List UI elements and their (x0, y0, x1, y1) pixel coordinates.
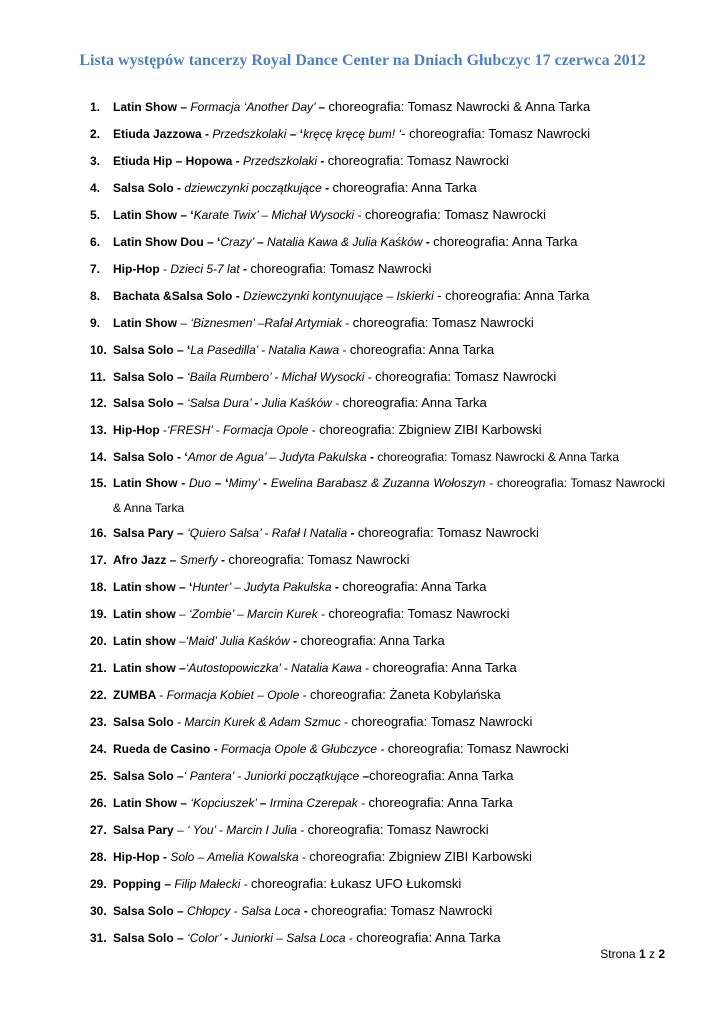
item-text-segment: choreografia: Anna Tarka (369, 767, 514, 783)
footer-prefix: Strona (600, 947, 639, 961)
item-text-segment: choreografia: Tomasz Nawrocki (228, 552, 410, 568)
item-text-segment: - (335, 396, 343, 411)
item-text-segment: - (370, 450, 378, 465)
item-text-segment: choreografia: Tomasz Nawrocki (352, 314, 534, 330)
item-text-segment: choreografia: Tomasz Nawrocki & Anna Tarka (113, 476, 666, 515)
list-item (0, 148, 725, 175)
item-number: 26. (90, 795, 107, 810)
item-text-segment: Latin show – (113, 661, 186, 676)
item-text-segment: - (243, 261, 251, 276)
list-item (0, 817, 725, 844)
list-item (0, 709, 725, 736)
item-text-segment: – (318, 100, 329, 114)
item-number: 28. (90, 849, 107, 864)
item-text-segment: Formacja Opole (223, 423, 312, 438)
list-item (0, 628, 725, 655)
item-text-segment: - (365, 661, 373, 676)
item-text-segment: Chłopcy (187, 903, 234, 918)
item-number: 20. (90, 634, 107, 649)
item-text-segment: Latin Show - (113, 476, 189, 491)
item-text-segment: – (259, 795, 270, 810)
item-text-segment: - (489, 476, 497, 491)
item-text-segment: - (325, 180, 333, 195)
item-text-segment: - (263, 476, 271, 491)
item-text-segment: Ewelina Barabasz & Zuzanna Wołoszyn (270, 476, 490, 491)
item-text-segment: - (320, 153, 328, 168)
item-text-segment: choreografia: Anna Tarka (342, 395, 487, 411)
item-number: 27. (90, 822, 107, 837)
footer-separator: z (645, 947, 659, 961)
list-item (0, 444, 725, 471)
item-text-segment: Latin show (113, 634, 179, 649)
item-text-segment: choreografia: Tomasz Nawrocki & Anna Tarka (377, 450, 620, 465)
item-text-segment: - Marcin Kurek & Adam Szmuc (177, 715, 344, 730)
item-text-segment: choreografia: Tomasz Nawrocki & Anna Tarka (328, 99, 591, 114)
list-item (0, 94, 725, 121)
item-text-segment: ‘Kopciuszek’ (190, 795, 260, 810)
item-text-segment: ‘Color’ (187, 930, 225, 945)
item-text-segment: Filip Małecki (174, 876, 244, 891)
item-text-segment: ZUMBA (113, 688, 160, 703)
item-text-segment: Rueda de Casino - (113, 741, 222, 756)
item-text-segment: Natalia Kawa & Julia Kaśków (267, 234, 426, 249)
item-text-segment: Hunter’ – Judyta Pakulska (192, 580, 335, 595)
list-item (0, 390, 725, 417)
list-item (0, 682, 725, 709)
item-text-segment: Salsa Pary – (113, 526, 188, 541)
list-item (0, 844, 725, 871)
item-text-segment: choreografia: Tomasz Nawrocki (351, 714, 533, 730)
item-text-segment: choreografia: Łukasz UFO Łukomski (251, 875, 462, 891)
item-text-segment: choreografia: Anna Tarka (342, 579, 487, 595)
item-text-segment: choreografia: Żaneta Kobylańska (309, 687, 501, 703)
item-text-segment: - (321, 607, 329, 622)
item-text-segment: - (345, 315, 353, 330)
footer-page-total: 2 (658, 947, 665, 961)
item-text-segment: Salsa Loca (241, 903, 304, 918)
item-text-segment: choreografia: Tomasz Nawrocki (364, 206, 546, 222)
item-text-segment: choreografia: Tomasz Nawrocki (375, 368, 557, 384)
item-text-segment: Salsa Solo – (113, 930, 188, 945)
item-text-segment: dziewczynki początkujące (184, 180, 326, 195)
item-text-segment: - (343, 715, 352, 730)
item-text-segment: - (303, 903, 312, 918)
item-text-segment: - (301, 849, 310, 864)
item-text-segment: Salsa Solo – (113, 768, 184, 783)
item-text-segment: Dziewczynki kontynuujące – Iskierki (243, 288, 438, 303)
item-number: 13. (90, 423, 107, 438)
item-number: 22. (90, 688, 107, 703)
item-text-segment: Etiuda Jazzowa - (113, 126, 213, 141)
item-text-segment: Formacja ‘Another Day’ (190, 100, 319, 114)
item-text-segment: Salsa Solo (113, 715, 178, 730)
item-text-segment: - (163, 261, 171, 276)
item-text-segment: choreografia: Tomasz Nawrocki (307, 821, 489, 837)
item-number: 7. (90, 261, 101, 276)
list-item (0, 520, 725, 547)
item-text-segment: choreografia: Zbigniew ZIBI Karbowski (309, 848, 532, 864)
item-text-segment: - (342, 342, 350, 357)
item-text-segment: ‘Quiero Salsa’ - Rafał I Natalia (187, 526, 351, 541)
item-text-segment: Formacja Opole & Głubczyce (221, 741, 381, 756)
item-text-segment: ‘Salsa Dura’ (187, 396, 255, 411)
item-text-segment: choreografia: Zbigniew ZIBI Karbowski (319, 422, 542, 438)
item-text-segment: - (254, 396, 262, 411)
item-text-segment: Formacja Kobiet – Opole (166, 688, 303, 703)
item-text-segment: - (334, 580, 343, 595)
item-text-segment: choreografia: Anna Tarka (356, 929, 501, 945)
list-item (0, 310, 725, 337)
list-item (0, 283, 725, 310)
item-text-segment: Salsa Solo – (113, 903, 188, 918)
item-number: 2. (90, 126, 101, 141)
item-number: 21. (90, 661, 107, 676)
item-text-segment: Hip-Hop - (113, 849, 171, 864)
item-text-segment: - (215, 423, 224, 438)
item-text-segment: –‘Maid’ Julia Kaśków (179, 634, 294, 649)
item-number: 14. (90, 450, 107, 465)
item-text-segment: Juniorki – Salsa Loca (231, 930, 349, 945)
item-number: 25. (90, 768, 107, 783)
item-text-segment: choreografia: Tomasz Nawrocki (328, 606, 510, 622)
item-text-segment: - (357, 207, 365, 222)
item-text-segment: Salsa Pary (113, 822, 178, 837)
item-text-segment: choreografia: Anna Tarka (349, 341, 495, 357)
item-number: 15. (90, 476, 107, 491)
item-number: 4. (90, 180, 101, 195)
list-item (0, 256, 725, 283)
item-text-segment: choreografia: Anna Tarka (433, 233, 578, 249)
item-number: 29. (90, 876, 107, 891)
item-text-segment: kręcę kręcę bum! ‘ (303, 126, 402, 141)
page-footer (600, 947, 665, 961)
item-text-segment: choreografia: Tomasz Nawrocki (250, 260, 432, 276)
item-text-segment: Przedszkolaki (243, 153, 321, 168)
item-text-segment: - choreografia: Tomasz Nawrocki (401, 125, 591, 141)
item-text-segment: Dzieci 5-7 lat (170, 261, 244, 276)
performance-list (0, 94, 725, 952)
item-text-segment: – (257, 234, 268, 249)
item-text-segment: ‘Baila Rumbero’ - Michał Wysocki (187, 369, 368, 384)
item-text-segment: – ‘Biznesmen’ –Rafał Artymiak (180, 315, 346, 330)
item-text-segment: – (362, 768, 370, 783)
item-number: 10. (90, 342, 107, 357)
page-title: Lista występów tancerzy Royal Dance Center na Dniach Głubczyc 17 czerwca 2012 (79, 52, 646, 69)
item-number: 6. (90, 234, 101, 249)
item-text-segment: - choreografia: Anna Tarka (437, 287, 590, 303)
item-number: 1. (90, 100, 101, 114)
item-text-segment: - (224, 930, 232, 945)
item-text-segment: - (361, 795, 369, 810)
item-text-segment: Przedszkolaki (212, 126, 290, 141)
item-text-segment: ‘ Pantera’ - Juniorki początkujące (183, 768, 363, 783)
item-number: 8. (90, 288, 101, 303)
list-item (0, 364, 725, 391)
item-text-segment: - (302, 688, 310, 703)
item-text-segment: - (221, 553, 229, 568)
item-text-segment: choreografia: Tomasz Nawrocki (311, 902, 493, 918)
item-number: 16. (90, 526, 107, 541)
item-text-segment: - (425, 234, 434, 249)
item-text-segment: - (311, 423, 320, 438)
item-number: 31. (90, 930, 107, 945)
list-item (0, 790, 725, 817)
item-number: 30. (90, 903, 107, 918)
list-item (0, 871, 725, 898)
list-item (0, 417, 725, 444)
item-number: 3. (90, 153, 101, 168)
list-item (0, 736, 725, 763)
item-text-segment: Solo – Amelia Kowalska (170, 849, 302, 864)
item-text-segment: Duo (189, 476, 215, 491)
item-text-segment: Popping – (113, 876, 175, 891)
footer-page-number: 1 (638, 947, 646, 961)
item-text-segment: Latin Show Dou – ‘ (113, 234, 221, 249)
list-item (0, 121, 725, 148)
item-text-segment: choreografia: Anna Tarka (372, 660, 517, 676)
item-number: 17. (90, 553, 107, 568)
item-text-segment: La Pasedilla’ - Natalia Kawa (190, 342, 343, 357)
item-text-segment: - (367, 369, 376, 384)
item-text-segment: Natalia Kawa (291, 661, 366, 676)
list-item (0, 655, 725, 682)
item-text-segment: - (159, 688, 167, 703)
item-text-segment: – ‘ You’ - Marcin I Julia (177, 822, 301, 837)
item-number: 11. (90, 369, 107, 384)
list-item (0, 574, 725, 601)
item-number: 19. (90, 607, 107, 622)
item-text-segment: – ‘ (289, 126, 304, 141)
item-text-segment: Amor de Agua’ – Judyta Pakulska (187, 450, 371, 465)
item-number: 5. (90, 207, 101, 222)
item-text-segment: - (350, 526, 358, 541)
item-text-segment: Irmina Czerepak (269, 795, 362, 810)
item-number: 12. (90, 396, 107, 411)
list-item (0, 898, 725, 925)
item-text-segment: choreografia: Anna Tarka (368, 794, 513, 810)
item-text-segment: - (300, 822, 308, 837)
item-number: 18. (90, 580, 107, 595)
item-text-segment: Crazy’ (220, 234, 258, 249)
item-text-segment: Latin Show – (113, 795, 191, 810)
item-text-segment: Julia Kaśków (261, 396, 336, 411)
item-text-segment: Salsa Solo - ‘ (113, 450, 188, 465)
list-item (0, 763, 725, 790)
item-text-segment: Salsa Solo – ‘ (113, 342, 191, 357)
item-text-segment: Salsa Solo – (113, 396, 188, 411)
item-number: 24. (90, 741, 107, 756)
item-text-segment: Karate Twix’ – Michał Wysocki (193, 207, 358, 222)
item-text-segment: choreografia: Tomasz Nawrocki (387, 740, 569, 756)
item-text-segment: Latin show – ‘ (113, 580, 193, 595)
list-item (0, 229, 725, 256)
list-item (0, 175, 725, 202)
list-item (0, 547, 725, 574)
item-text-segment: ‘FRESH’ (167, 423, 216, 438)
item-text-segment: Latin show (113, 607, 179, 622)
item-number: 23. (90, 715, 107, 730)
item-text-segment: choreografia: Tomasz Nawrocki (357, 525, 539, 541)
item-text-segment: Salsa Solo - (113, 180, 185, 195)
item-text-segment: Latin Show – ‘ (113, 207, 194, 222)
item-text-segment: Hip-Hop (113, 423, 163, 438)
item-text-segment: ‘Autostopowiczka’ - (185, 661, 292, 676)
item-text-segment: - (348, 930, 357, 945)
item-text-segment: Smerfy (179, 553, 222, 568)
list-item (0, 337, 725, 364)
item-text-segment: Hip-Hop (113, 261, 163, 276)
item-text-segment: - (233, 903, 242, 918)
item-text-segment: – ‘ (214, 476, 229, 491)
list-item (0, 202, 725, 229)
item-text-segment: Mimy’ (228, 476, 264, 491)
item-text-segment: – ‘Zombie’ – Marcin Kurek (179, 607, 322, 622)
item-text-segment: - (163, 423, 167, 438)
item-number: 9. (90, 315, 101, 330)
list-item (0, 601, 725, 628)
item-text-segment: choreografia: Anna Tarka (300, 633, 445, 649)
item-text-segment: - (293, 634, 301, 649)
item-text-segment: Salsa Solo – (113, 369, 188, 384)
item-text-segment: - (243, 876, 252, 891)
item-text-segment: Latin Show (113, 315, 181, 330)
item-text-segment: Latin Show – (113, 100, 191, 114)
item-text-segment: Afro Jazz – (113, 553, 180, 568)
list-item (0, 471, 725, 520)
item-text-segment: Bachata &Salsa Solo - (113, 288, 244, 303)
item-text-segment: Etiuda Hip – Hopowa - (113, 153, 244, 168)
item-text-segment: choreografia: Anna Tarka (332, 179, 477, 195)
item-text-segment: - (380, 741, 388, 756)
item-text-segment: choreografia: Tomasz Nawrocki (327, 152, 509, 168)
